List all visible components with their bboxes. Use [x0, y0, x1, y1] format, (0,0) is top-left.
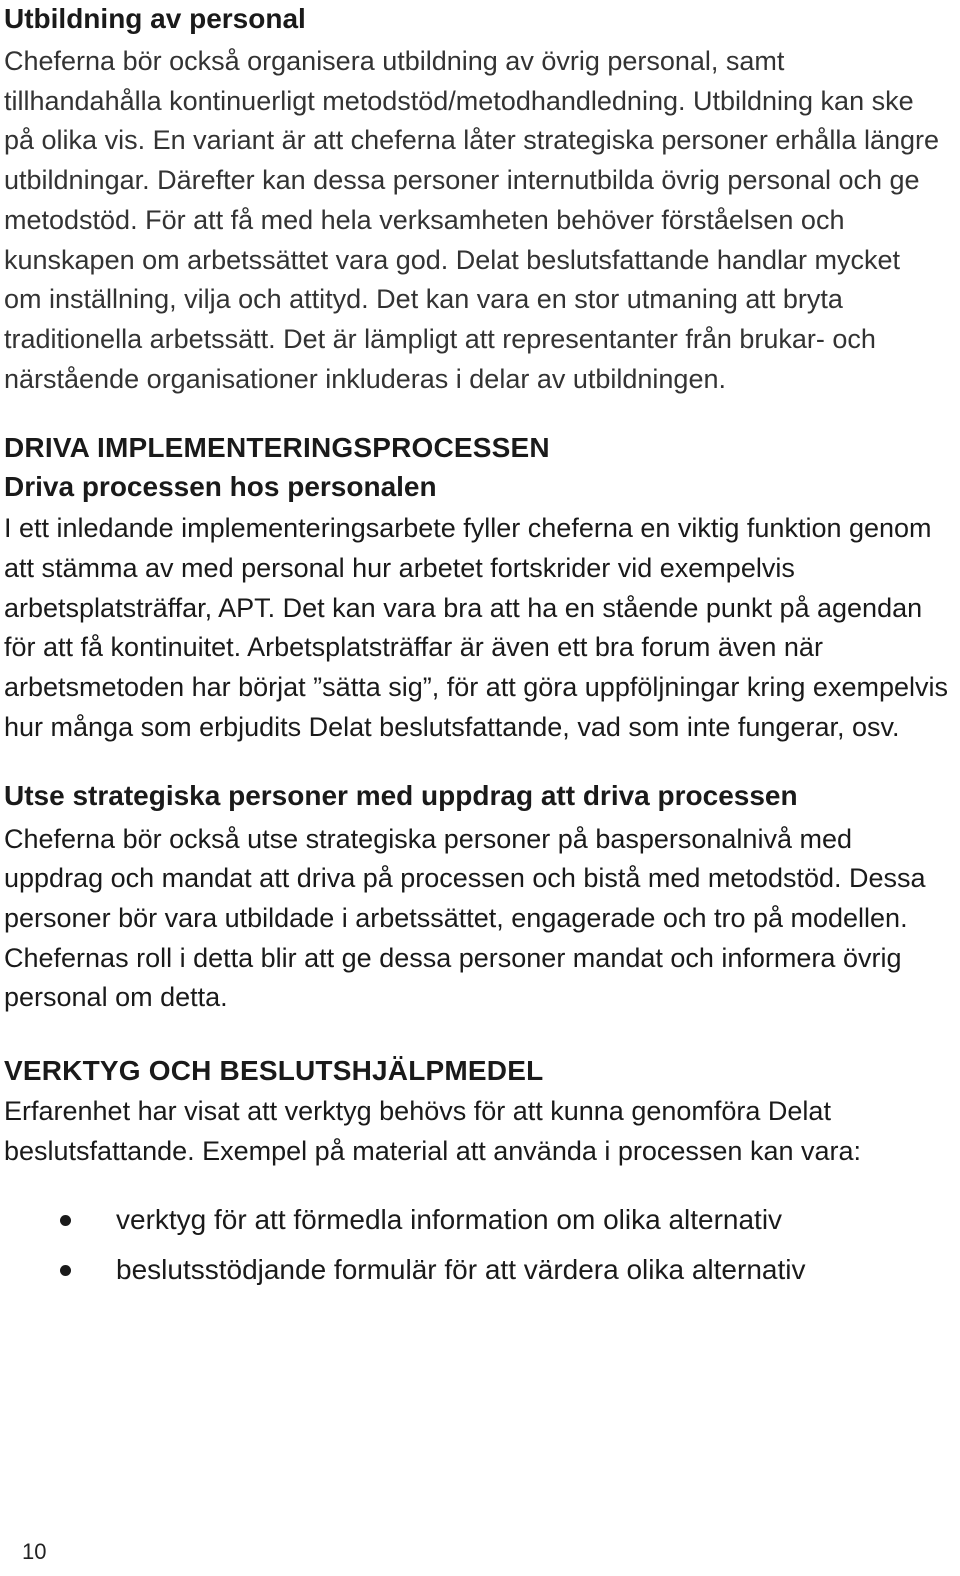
paragraph: Cheferna bör också organisera utbildning av övrig personal, samt tillhandahålla kontinuerligt metodstöd/metodhandledning. Utbildning kan ske på olika vis. En variant är att cheferna låter strategiska personer erhålla längre utbildningar. Därefter kan dessa personer internutbilda övrig personal och ge metodstöd. För att få med hela verksamheten behöver förståelsen och kunskapen om arbetssättet vara god. Delat beslutsfattande handlar mycket om inställning, vilja och attityd. Det kan vara en stor utmaning att bryta traditionella arbetssätt. Det är lämpligt att representanter från brukar- och närstående organisationer inkluderas i delar av utbildningen. [4, 46, 939, 394]
section-utse-strategiska-personer [4, 778, 954, 1019]
document-page [4, 0, 954, 1295]
bullet-icon [60, 1265, 71, 1276]
section-utbildning [4, 1, 954, 399]
paragraph: I ett inledande implementeringsarbete fyller cheferna en viktig funktion genom att stämma av med personal hur arbetet fortskrider vid exempelvis arbetsplatsträffar, APT. Det kan vara bra att ha en stående punkt på agendan för att få kontinuitet. Arbetsplatsträffar är även ett bra forum även när arbetsmetoden har börjat ”sätta sig”, för att göra uppföljningar kring exempelvis hur många som erbjudits Delat beslutsfattande, vad som inte fungerar, osv. [4, 513, 948, 742]
section-subheading: Utse strategiska personer med uppdrag att driva processen [4, 779, 798, 811]
bullet-icon [60, 1215, 71, 1226]
list-item-text: beslutsstödjande formulär för att värdera olika alternativ [116, 1254, 806, 1286]
section-title: VERKTYG OCH BESLUTSHJÄLPMEDEL [4, 1055, 544, 1087]
list-item [4, 1195, 954, 1245]
section-driva-implementeringsprocessen [4, 429, 954, 747]
bullet-list [4, 1195, 954, 1295]
paragraph: Cheferna bör också utse strategiska personer på baspersonalnivå med uppdrag och mandat att driva på processen och bistå med metodstöd. Dessa personer bör vara utbildade i arbetssättet, engagerade och tro på modellen. Chefernas roll i detta blir att ge dessa personer mandat och informera övrig personal om detta. [4, 823, 926, 1013]
paragraph: Erfarenhet har visat att verktyg behövs för att kunna genomföra Delat beslutsfattande. Exempel på material att använda i processen kan vara: [4, 1096, 861, 1166]
section-subheading: Driva processen hos personalen [4, 471, 437, 503]
list-item [4, 1245, 954, 1295]
page-number: 10 [22, 1539, 47, 1564]
section-title: DRIVA IMPLEMENTERINGSPROCESSEN [4, 432, 550, 464]
section-heading: Utbildning av personal [4, 3, 306, 34]
section-verktyg [4, 1052, 954, 1295]
list-item-text: verktyg för att förmedla information om olika alternativ [116, 1204, 783, 1236]
